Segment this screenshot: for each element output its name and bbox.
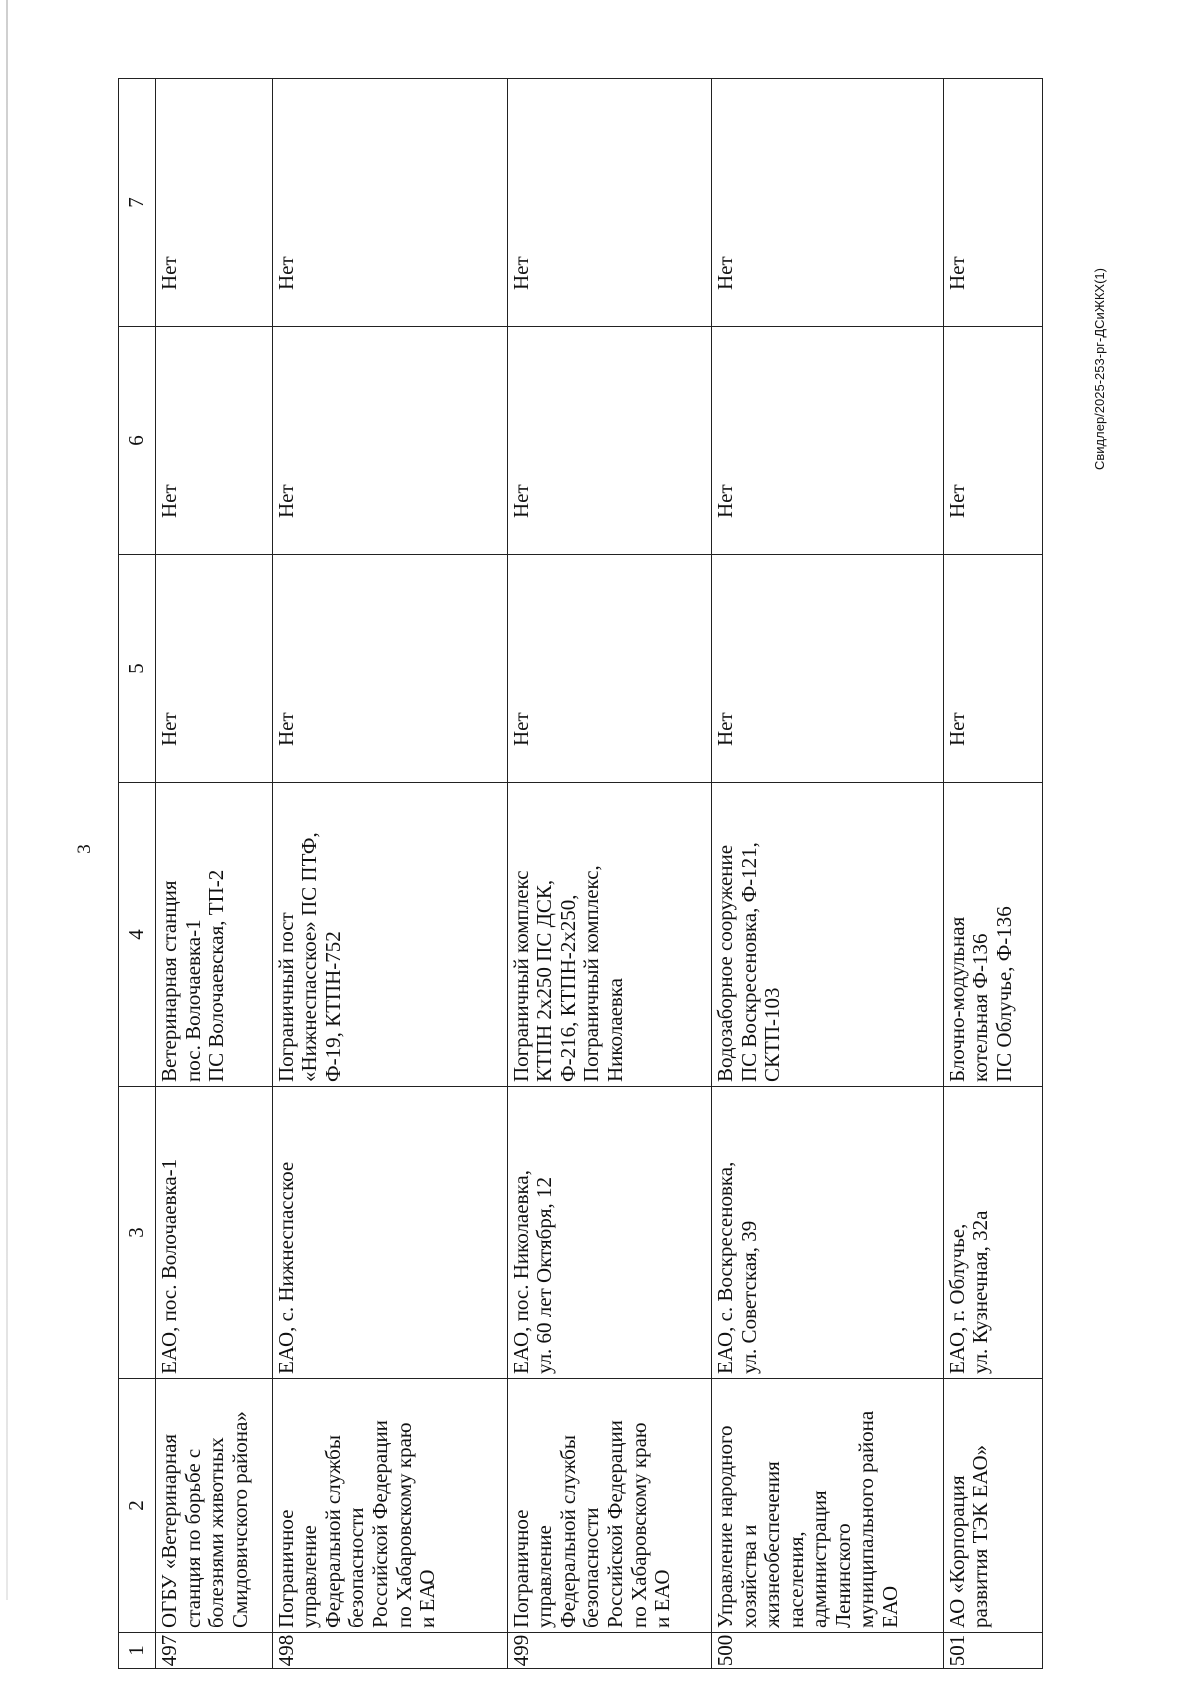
header-cell: 1 (119, 1633, 156, 1669)
cell-line: ОГБУ «Ветеринарная (157, 1433, 181, 1628)
cell-line: ул. 60 лет Октября, 12 (532, 1176, 557, 1374)
answer-cell: Нет (943, 555, 1042, 783)
cell-line: управление (532, 1525, 557, 1628)
cell-line: по Хабаровскому краю (391, 1422, 416, 1628)
header-cell: 6 (119, 327, 156, 555)
row-number-cell: 498 (272, 1633, 507, 1669)
cell-line: Пограничный комплекс, (579, 865, 604, 1082)
answer-cell: Нет (712, 327, 944, 555)
cell-line: ЕАО, с. Воскресеновка, (713, 1161, 738, 1374)
cell-line: Пограничное (508, 1509, 533, 1628)
cell-line: Николаевка (602, 977, 627, 1082)
cell-line: Пограничное (273, 1509, 298, 1628)
cell-line: болезнями животных (204, 1437, 229, 1628)
cell-line: ул. Кузнечная, 32а (968, 1210, 993, 1374)
cell-line: администрация (807, 1490, 832, 1628)
object-cell (272, 783, 507, 1087)
answer-cell: Нет (272, 555, 507, 783)
answer-cell: Нет (712, 555, 944, 783)
header-row (119, 79, 156, 1669)
header-cell: 3 (119, 1087, 156, 1379)
cell-line: Пограничный пост (273, 912, 298, 1082)
cell-line: Федеральной службы (555, 1435, 580, 1628)
cell-line: котельная Ф-136 (968, 933, 993, 1082)
cell-line: ПС Волочаевская, ТП-2 (204, 869, 229, 1082)
cell-line: станция по борьбе с (180, 1448, 205, 1628)
organization-cell (507, 1379, 711, 1633)
cell-line: Федеральной службы (320, 1435, 345, 1628)
objects-table (118, 78, 1043, 1669)
cell-line: развития ТЭК ЕАО» (968, 1444, 993, 1628)
table-row (507, 79, 711, 1669)
cell-line: по Хабаровскому краю (626, 1422, 651, 1628)
cell-line: и ЕАО (650, 1569, 675, 1628)
cell-line: и ЕАО (415, 1569, 440, 1628)
answer-cell: Нет (272, 79, 507, 327)
document-code: Свидлер/2025-253-рг-ДСиЖКХ(1) (1092, 268, 1107, 470)
cell-line: КТПН 2х250 ПС ДСК, (532, 879, 557, 1082)
row-number-cell: 497 (156, 1633, 273, 1669)
cell-line: пос. Волочаевка-1 (180, 919, 205, 1082)
answer-cell: Нет (712, 79, 944, 327)
cell-line: СКТП-103 (760, 987, 785, 1082)
cell-line: Пограничный комплекс (508, 870, 533, 1082)
scan-edge-line (6, 0, 8, 1600)
answer-cell: Нет (156, 555, 273, 783)
header-cell: 7 (119, 79, 156, 327)
answer-cell: Нет (272, 327, 507, 555)
header-cell: 2 (119, 1379, 156, 1633)
cell-line: муниципального района (854, 1410, 879, 1628)
cell-line: ЕАО (877, 1585, 902, 1628)
table-row (272, 79, 507, 1669)
cell-line: Ф-216, КТПН-2х250, (555, 894, 580, 1082)
cell-line: Водозаборное сооружение (713, 844, 738, 1082)
cell-line: ЕАО, г. Облучье, (944, 1223, 969, 1374)
address-cell (507, 1087, 711, 1379)
address-cell (712, 1087, 944, 1379)
answer-cell: Нет (156, 327, 273, 555)
organization-cell (943, 1379, 1042, 1633)
cell-line: Ленинского (830, 1523, 855, 1628)
cell-line: ПС Воскресеновка, Ф-121, (736, 842, 761, 1082)
organization-cell (156, 1379, 273, 1633)
cell-line: АО «Корпорация (944, 1475, 969, 1628)
cell-line: Российской Федерации (602, 1420, 627, 1628)
object-cell (943, 783, 1042, 1087)
cell-line: управление (297, 1525, 322, 1628)
cell-line: Смидовичского района» (227, 1411, 252, 1628)
row-number-cell: 501 (943, 1633, 1042, 1669)
cell-line: хозяйства и (736, 1524, 761, 1628)
cell-line: ЕАО, пос. Николаевка, (508, 1170, 533, 1374)
answer-cell: Нет (507, 327, 711, 555)
answer-cell: Нет (156, 79, 273, 327)
organization-cell (712, 1379, 944, 1633)
cell-line: жизнеобеспечения (760, 1461, 785, 1628)
organization-cell (272, 1379, 507, 1633)
cell-line: Управление народного (713, 1425, 738, 1628)
cell-line: «Нижнеспасское» ПС ПТФ, (297, 832, 322, 1082)
cell-line: Ф-19, КТПН-752 (320, 931, 345, 1082)
cell-line: Ветеринарная станция (157, 880, 181, 1082)
header-cell: 4 (119, 783, 156, 1087)
cell-line: ЕАО, с. Нижнеспасское (273, 1161, 298, 1374)
page-number: 3 (73, 844, 95, 854)
table-row (943, 79, 1042, 1669)
object-cell (507, 783, 711, 1087)
cell-line: безопасности (579, 1507, 604, 1628)
row-number-cell: 500 (712, 1633, 944, 1669)
cell-line: Российской Федерации (368, 1420, 392, 1628)
answer-cell: Нет (943, 79, 1042, 327)
address-cell (156, 1087, 273, 1379)
cell-line: населения, (783, 1531, 808, 1628)
cell-line: ЕАО, пос. Волочаевка-1 (157, 1158, 181, 1374)
cell-line: ул. Советская, 39 (736, 1220, 761, 1374)
cell-line: ПС Облучье, Ф-136 (991, 906, 1016, 1082)
table-row (156, 79, 273, 1669)
table-container (118, 79, 1043, 1669)
answer-cell: Нет (507, 555, 711, 783)
address-cell (943, 1087, 1042, 1379)
answer-cell: Нет (943, 327, 1042, 555)
cell-line: Блочно-модульная (944, 916, 969, 1082)
cell-line: безопасности (344, 1507, 369, 1628)
answer-cell: Нет (507, 79, 711, 327)
object-cell (156, 783, 273, 1087)
row-number-cell: 499 (507, 1633, 711, 1669)
header-cell: 5 (119, 555, 156, 783)
object-cell (712, 783, 944, 1087)
address-cell (272, 1087, 507, 1379)
table-row (712, 79, 944, 1669)
